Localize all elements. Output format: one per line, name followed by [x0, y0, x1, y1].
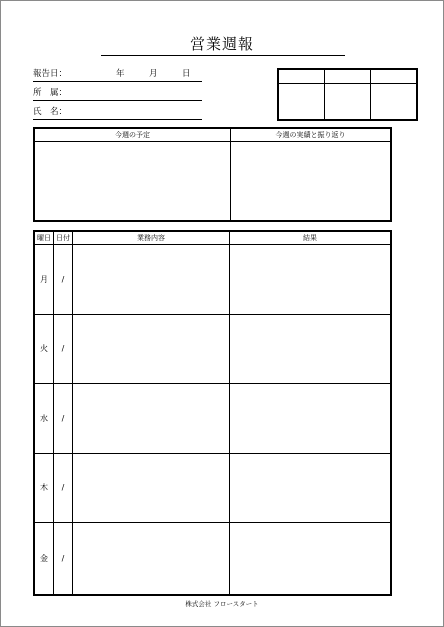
report-date-field[interactable] — [33, 67, 202, 82]
approval-stamp-cell[interactable] — [371, 84, 418, 121]
date-cell[interactable]: / — [54, 453, 73, 523]
table-row — [34, 384, 391, 454]
department-field[interactable] — [33, 86, 202, 101]
table-row — [34, 314, 391, 384]
approver-title-cell[interactable] — [325, 69, 371, 84]
date-cell[interactable]: / — [54, 245, 73, 315]
plan-header: 今週の予定 — [34, 128, 231, 142]
result-cell[interactable] — [230, 453, 392, 523]
work-content-cell[interactable] — [73, 384, 230, 454]
weekly-plan-table — [33, 127, 392, 222]
day-label: 日 — [182, 69, 191, 79]
result-cell[interactable] — [230, 384, 392, 454]
review-cell[interactable] — [231, 142, 392, 222]
review-header: 今週の実績と振り返り — [231, 128, 392, 142]
company-footer: 株式会社 フロースタート — [185, 600, 259, 608]
daily-activity-table — [33, 230, 392, 596]
report-date-label: 報告日： — [33, 69, 68, 79]
result-cell[interactable] — [230, 245, 392, 315]
work-content-cell[interactable] — [73, 523, 230, 595]
weekday-header: 曜日 — [34, 231, 54, 245]
work-content-cell[interactable] — [73, 314, 230, 384]
work-content-header: 業務内容 — [73, 231, 230, 245]
approver-title-cell[interactable] — [371, 69, 418, 84]
date-header: 日付 — [54, 231, 73, 245]
approval-stamp-cell[interactable] — [325, 84, 371, 121]
approval-stamp-cell[interactable] — [278, 84, 325, 121]
weekday-cell: 水 — [34, 384, 54, 454]
weekday-cell: 木 — [34, 453, 54, 523]
weekday-cell: 金 — [34, 523, 54, 595]
weekday-cell: 月 — [34, 245, 54, 315]
plan-cell[interactable] — [34, 142, 231, 222]
date-cell[interactable]: / — [54, 384, 73, 454]
approver-title-cell[interactable] — [278, 69, 325, 84]
date-cell[interactable]: / — [54, 523, 73, 595]
weekday-cell: 火 — [34, 314, 54, 384]
result-cell[interactable] — [230, 523, 392, 595]
table-row — [34, 245, 391, 315]
month-label: 月 — [149, 69, 158, 79]
work-content-cell[interactable] — [73, 245, 230, 315]
date-cell[interactable]: / — [54, 314, 73, 384]
result-cell[interactable] — [230, 314, 392, 384]
page-title: 営業週報 — [189, 35, 254, 53]
department-label: 所 属： — [33, 88, 68, 98]
name-field[interactable] — [33, 105, 202, 120]
name-label: 氏 名： — [33, 107, 68, 117]
work-content-cell[interactable] — [73, 453, 230, 523]
year-label: 年 — [116, 69, 125, 79]
result-header: 結果 — [230, 231, 392, 245]
table-row — [34, 523, 391, 595]
table-row — [34, 453, 391, 523]
approval-stamp-box — [277, 68, 418, 121]
title-underline — [101, 55, 345, 56]
